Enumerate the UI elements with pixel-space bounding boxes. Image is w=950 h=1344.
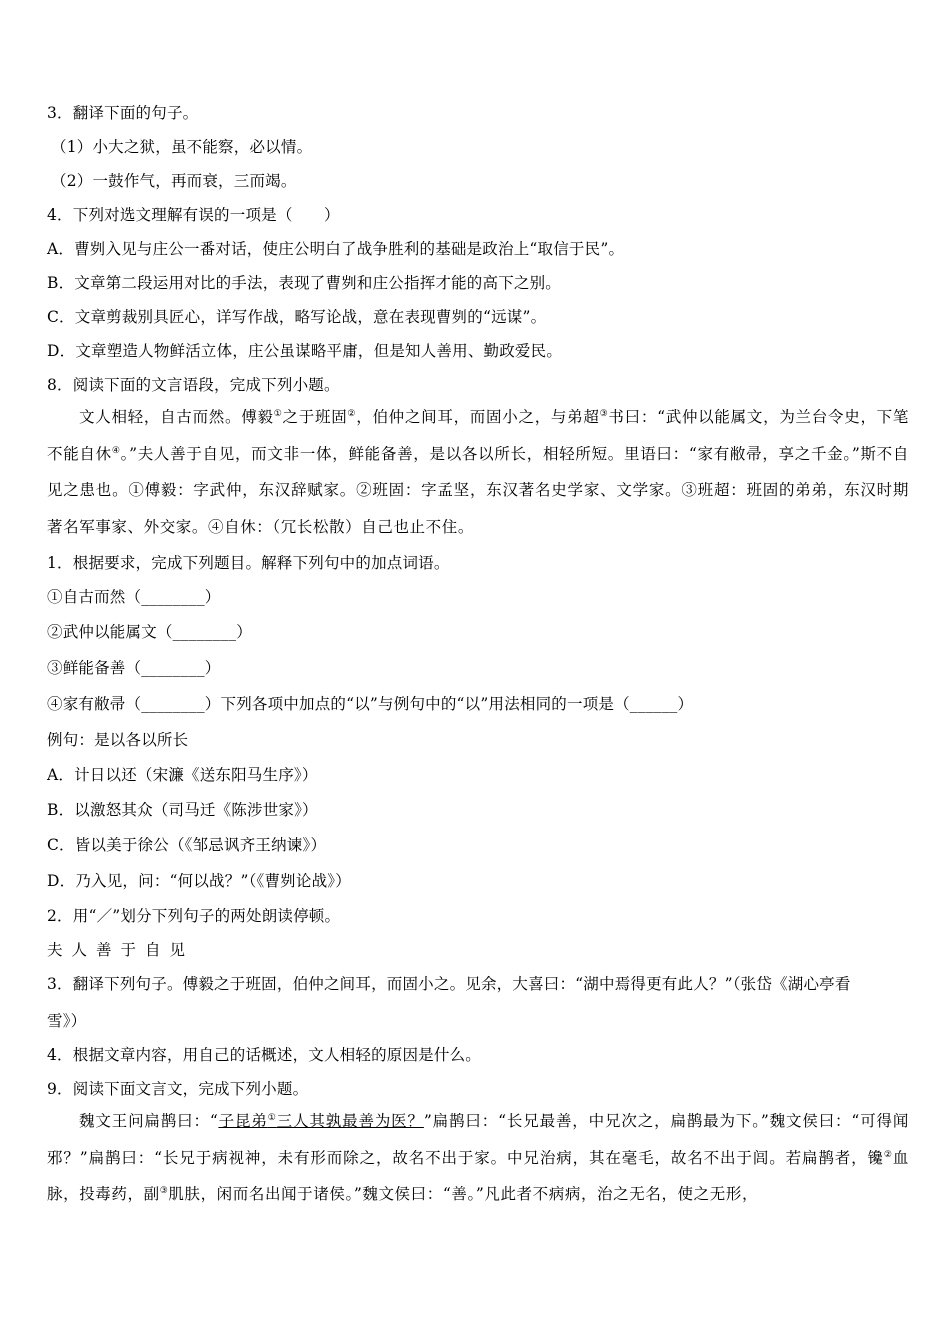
option-b: B．以激怒其众（司马迁《陈涉世家》） — [47, 801, 318, 819]
option-c: C．皆以美于徐公（《邹忌讽齐王纳谏》） — [47, 836, 327, 854]
question-4-option-d: D．文章塑造人物鲜活立体，庄公虽谋略平庸，但是知人善用、勤政爱民。 — [47, 342, 563, 360]
pause-sentence: 夫人善于自见 — [47, 941, 195, 959]
question-4-option-b: B．文章第二段运用对比的手法，表现了曹刿和庄公指挥才能的高下之别。 — [47, 274, 561, 292]
example-sentence: 例句：是以各以所长 — [47, 731, 189, 749]
sub-question-2-title: 2．用“／”划分下列句子的两处朗读停顿。 — [47, 907, 341, 925]
classical-passage-1: 文人相轻，自古而然。傅毅①之于班固②，伯仲之间耳，而固小之，与弟超③书曰：“武仲以能属文，为兰台令史，下笔不能自休④。”夫人善于自见，而文非一体，鲜能备善，是以各以所长，相轻所短。里语曰：“家有敝帚，享之千金。”斯不自见之患也。①傅毅：字武仲，东汉辞赋家。②班固：字孟坚，东汉著名史学家、文学家。③班超：班固的弟弟，东汉时期著名军事家、外交家。④自休：（冗长松散）自己也止不住。 — [47, 408, 909, 536]
sub-question-1-item-4: ④家有敝帚（________）下列各项中加点的“以”与例句中的“以”用法相同的一项是（______） — [47, 695, 694, 713]
question-3-item-2: （2）一鼓作气，再而衰，三而竭。 — [51, 172, 297, 190]
sub-question-1-item-1: ①自古而然（________） — [47, 588, 221, 606]
sub-question-4: 4．根据文章内容，用自己的话概述，文人相轻的原因是什么。 — [47, 1046, 481, 1064]
question-3-item-1: （1）小大之狱，虽不能察，必以情。 — [51, 138, 313, 156]
question-4-option-a: A．曹刿入见与庄公一番对话，使庄公明白了战争胜利的基础是政治上“取信于民”。 — [47, 240, 625, 258]
question-9-title: 9．阅读下面文言文，完成下列小题。 — [47, 1080, 309, 1098]
option-d: D．乃入见，问：“何以战？”（《曹刿论战》） — [47, 872, 351, 890]
question-4-option-c: C．文章剪裁别具匠心，详写作战，略写论战，意在表现曹刿的“远谋”。 — [47, 308, 547, 326]
classical-passage-2: 魏文王问扁鹊曰：“子昆弟①三人其孰最善为医？”扁鹊曰：“长兄最善，中兄次之，扁鹊最为下。”魏文侯曰：“可得闻邪？”扁鹊曰：“长兄于病视神，未有形而除之，故名不出于家。中兄治病，其在毫毛，故名不出于闾。若扁鹊者，镵②血脉，投毒药，副③肌肤，闲而名出闻于诸侯。”魏文侯曰：“善。”凡此者不病病，治之无名，使之无形， — [47, 1112, 910, 1203]
question-4-title: 4．下列对选文理解有误的一项是（ ） — [47, 206, 340, 224]
sub-question-1-title: 1．根据要求，完成下列题目。解释下列句中的加点词语。 — [47, 554, 450, 572]
question-3-title: 3．翻译下面的句子。 — [47, 104, 199, 122]
sub-question-3-line-2: 雪》） — [47, 1012, 87, 1030]
option-a: A．计日以还（宋濂《送东阳马生序》） — [47, 766, 318, 784]
question-8-title: 8．阅读下面的文言语段，完成下列小题。 — [47, 376, 340, 394]
underlined-sentence: 子昆弟①三人其孰最善为医？ — [218, 1112, 424, 1130]
sub-question-1-item-2: ②武仲以能属文（________） — [47, 623, 252, 641]
sub-question-3-line-1: 3．翻译下列句子。傅毅之于班固，伯仲之间耳，而固小之。见余，大喜曰：“湖中焉得更有此人？”（张岱《湖心亭看 — [47, 975, 851, 993]
sub-question-1-item-3: ③鲜能备善（________） — [47, 659, 221, 677]
